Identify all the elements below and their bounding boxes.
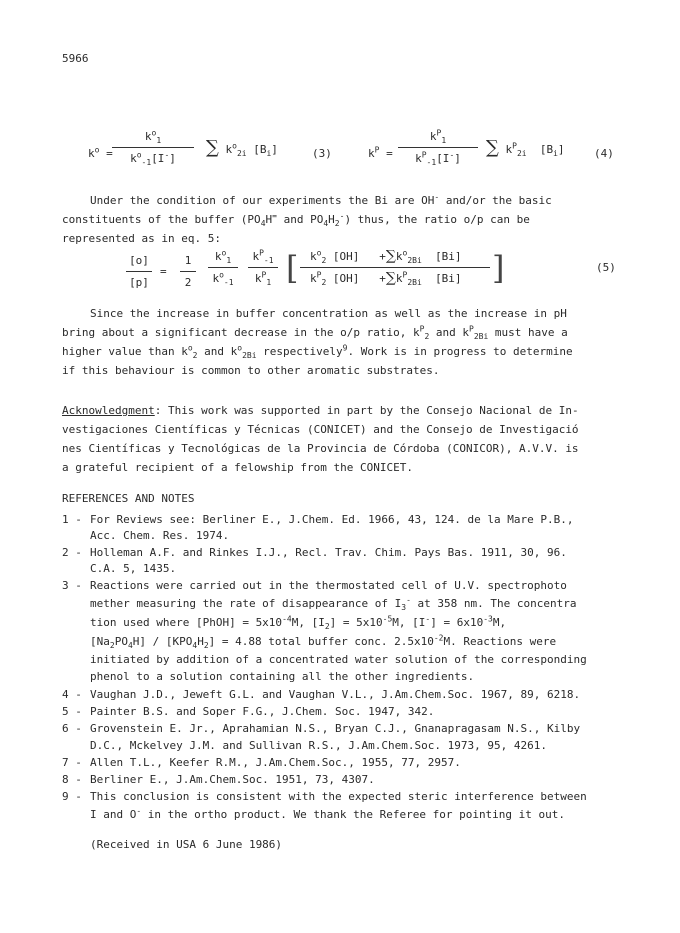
references-heading: REFERENCES AND NOTES — [62, 492, 195, 505]
ref-9-line1: This conclusion is consistent with the expected steric interference between — [90, 790, 587, 803]
eq5-equals: = — [160, 265, 167, 278]
eq3-sum: ∑ $k^o_{2i}$ $[B_i]$ — [206, 137, 278, 159]
ref-3-line1: Reactions were carried out in the thermostated cell of U.V. spectrophoto — [90, 579, 567, 592]
ref-9-number: 9 - — [62, 790, 82, 803]
eq5-right-bracket: ] — [492, 249, 505, 287]
received-date: (Received in USA 6 June 1986) — [90, 838, 283, 851]
eq5-big-fraction: $k^o_2$ [OH] $+\sum k^o_{2Bi}$ [Bi] $k^P_2$ [OH] $+\sum k^P_{2Bi}$ [Bi] — [300, 248, 490, 287]
ref-7-line1: Allen T.L., Keefer R.M., J.Am.Chem.Soc., 1955, 77, 2957. — [90, 756, 461, 769]
ack-line3: nes Científicas y Tecnológicas de la Provincia de Córdoba (CONICOR), A.V.V. is — [62, 442, 579, 455]
ref-3-line6: phenol to a solution containing all the other ingredients. — [90, 670, 475, 683]
para2-line4: if this behaviour is common to other aromatic substrates. — [62, 364, 440, 377]
eq5-frac-k1p: $k^P_{-1}$ $k^P_1$ — [248, 248, 278, 287]
ref-6-line2: D.C., Mckelvey J.M. and Sullivan R.S., J.Am.Chem.Soc. 1973, 95, 4261. — [90, 739, 547, 752]
ref-3-number: 3 - — [62, 579, 82, 592]
eq4-fraction: $k^P_1$ $k^P_{-1}[I^-]$ — [398, 128, 478, 167]
eq4-lhs: $k^P$ = — [368, 145, 393, 160]
para1-line2: constituents of the buffer ($PO_4H^=$ and $PO_4H_2^-$) thus, the ratio o/p can be — [62, 211, 530, 229]
ref-5-line1: Painter B.S. and Soper F.G., J.Chem. Soc. 1947, 342. — [90, 705, 435, 718]
ref-9-line2: I and O- in the ortho product. We thank the Referee for pointing it out. — [90, 806, 566, 821]
eq3-label: (3) — [312, 147, 332, 160]
ref-3-line2: mether measuring the rate of disappearance of $I_3^-$ at 358 nm. The concentra — [90, 595, 577, 613]
para2-line1: Since the increase in buffer concentration as well as the increase in pH — [90, 307, 567, 320]
eq5-frac-k1o: $k^o_1$ $k^o_{-1}$ — [208, 248, 238, 287]
para2-line2: bring about a significant decrease in the o/p ratio, $k^P_2$ and $k^P_{2Bi}$ must have a — [62, 324, 568, 342]
ref-5-number: 5 - — [62, 705, 82, 718]
para1-line3: represented as in eq. 5: — [62, 232, 221, 245]
ref-4-line1: Vaughan J.D., Jeweft G.L. and Vaughan V.L., J.Am.Chem.Soc. 1967, 89, 6218. — [90, 688, 581, 701]
ref-3-line3: tion used where [PhOH] = $5x10^{-4}M$, $[I_2] = 5x10^{-5}M$, $[I^-] = 6x10^{-3}M$, — [90, 614, 507, 632]
ack-line4: a grateful recipient of a felowship from the CONICET. — [62, 461, 413, 474]
ref-6-number: 6 - — [62, 722, 82, 735]
ref-6-line1: Grovenstein E. Jr., Aprahamian N.S., Bryan C.J., Gnanapragasam N.S., Kilby — [90, 722, 581, 735]
ref-8-line1: Berliner E., J.Am.Chem.Soc. 1951, 73, 4307. — [90, 773, 375, 786]
ref-7-number: 7 - — [62, 756, 82, 769]
ref-8-number: 8 - — [62, 773, 82, 786]
para1-line1: Under the condition of our experiments the Bi are OH- and/or the basic — [90, 192, 552, 207]
eq3-lhs: $k^o$ = — [88, 145, 113, 160]
ack-line2: vestigaciones Científicas y Técnicas (CONICET) and the Consejo de Investigació — [62, 423, 579, 436]
para2-line3: higher value than $k^o_2$ and $k^o_{2Bi}$ respectively$^9$. Work is in progress to determine — [62, 343, 573, 361]
eq5-left-bracket: [ — [286, 249, 299, 287]
eq4-label: (4) — [594, 147, 614, 160]
ref-1-line2: Acc. Chem. Res. 1974. — [90, 529, 230, 542]
page-number: 5966 — [62, 52, 89, 65]
eq5-label: (5) — [596, 261, 616, 274]
ref-2-number: 2 - — [62, 546, 82, 559]
ref-3-line5: initiated by addition of a concentrated water solution of the corresponding — [90, 653, 587, 666]
eq5-frac-op: [o] [p] — [126, 252, 152, 291]
ack-line1: Acknowledgment: This work was supported in part by the Consejo Nacional de In- — [62, 404, 579, 417]
ref-4-number: 4 - — [62, 688, 82, 701]
ref-1-number: 1 - — [62, 513, 82, 526]
ref-2-line2: C.A. 5, 1435. — [90, 562, 177, 575]
eq5-frac-half: 1 2 — [180, 252, 196, 291]
ref-1-line1: For Reviews see: Berliner E., J.Chem. Ed. 1966, 43, 124. de la Mare P.B., — [90, 513, 574, 526]
ref-3-line4: $[Na_2PO_4H] / [KPO_4H_2] = 4.88$ total buffer conc. $2.5x10^{-2}M$. Reactions were — [90, 633, 557, 651]
eq4-sum: ∑ $k^P_{2i}$ $[B_i]$ — [486, 137, 565, 159]
ref-2-line1: Holleman A.F. and Rinkes I.J., Recl. Trav. Chim. Pays Bas. 1911, 30, 96. — [90, 546, 567, 559]
eq3-fraction: $k^o_1$ $k^o_{-1}[I^-]$ — [112, 128, 194, 167]
ack-heading: Acknowledgment — [62, 404, 155, 417]
